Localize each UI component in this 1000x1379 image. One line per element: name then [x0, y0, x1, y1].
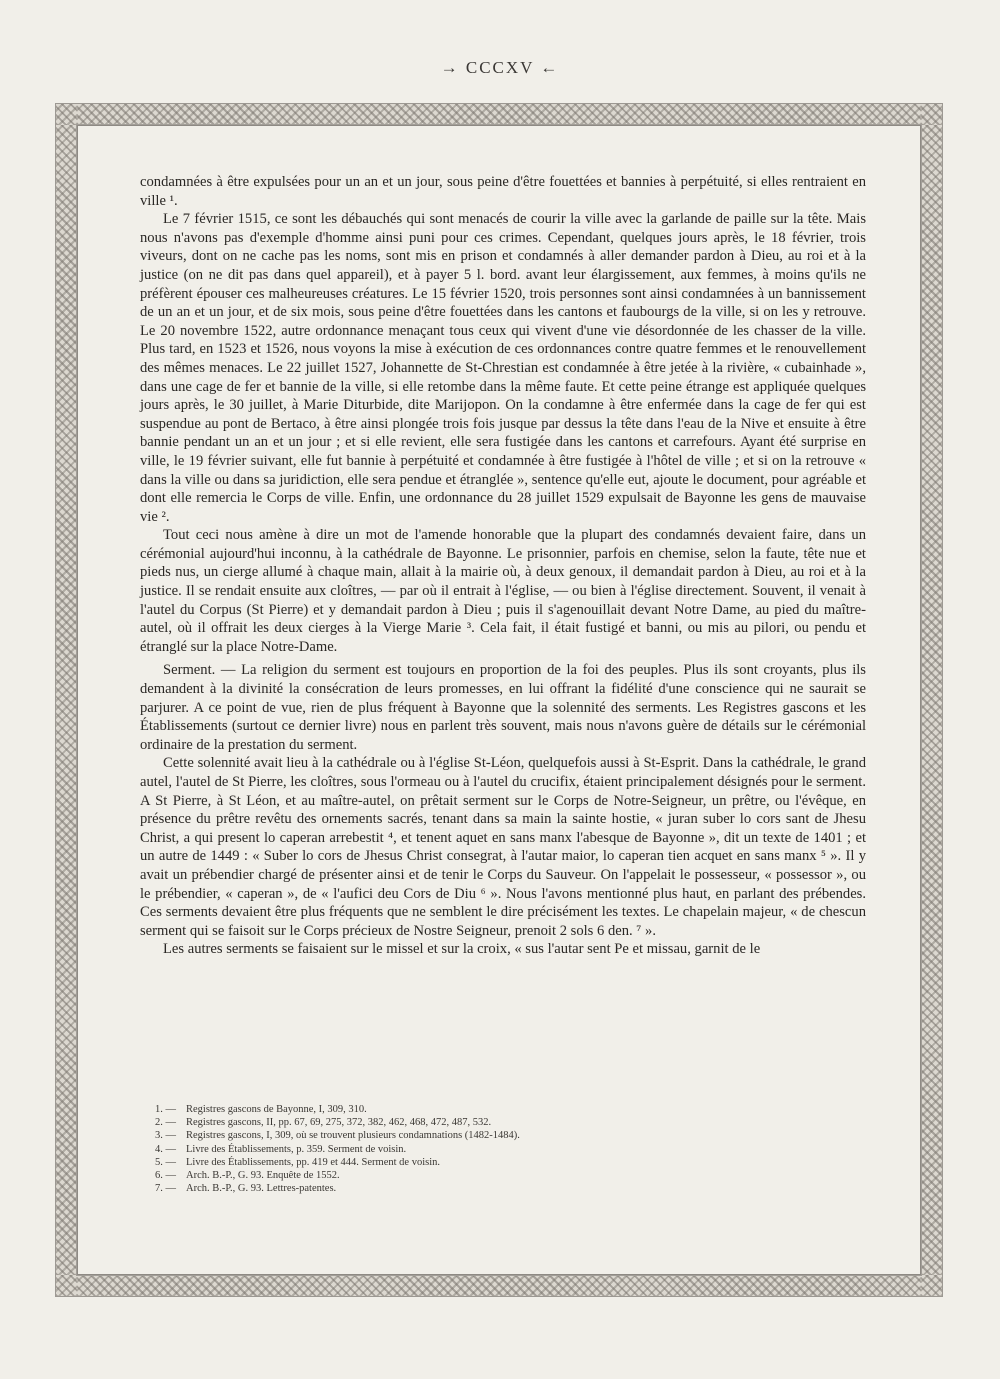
- footnote-number: 6. —: [155, 1170, 176, 1182]
- paragraph: Les autres serments se faisaient sur le missel et sur la croix, « sus l'autar sent Pe et missau, garnit de le: [163, 941, 761, 958]
- footnote-number: 1. —: [155, 1104, 176, 1115]
- footnote-text: Livre des Établissements, pp. 419 et 444. Serment de voisin.: [186, 1156, 440, 1168]
- paragraph: Le 7 février 1515, ce sont les débauchés qui sont menacés de courir la ville avec la garlande de paille sur la tête. Mais nous n'avons pas d'exemple d'homme ainsi puni pour ces crimes. Cependant, quelques jours après, le 18 février, trois viveurs, dont on ne cache pas les noms, sont mis en prison et condamnés à aller demander pardon à Dieu, au roi et à la justice (on ne dit pas dans quel appareil), et à payer 5 l. bord. avant leur élargissement, aux femmes, à moins qu'ils ne préfèrent épouser ces malheureuses créatures. Le 15 février 1520, trois personnes sont ainsi condamnées à un bannissement de un an et un jour, et de six mois, sous peine d'être fouettées dans les cantons et faubourgs de la ville, si on les y retrouve. Le 20 novembre 1522, autre ordonnance menaçant tous ceux qui vivent d'une vie désordonnée de les chasser de la ville. Plus tard, en 1523 et 1526, nous voyons la mise à exécution de ces ordonnances contre quatre femmes et le renouvellement des mêmes menaces. Le 22 juillet 1527, Johannette de St-Chrestian est condamnée à être jetée à la rivière, « cubainhade », dans une cage de fer et bannie de la ville, si elle retombe dans la même faute. Et cette peine étrange est appliquée quelques jours après, le 30 juillet, à Marie Diturbide, dite Marijopon. On la condamne à être enfermée dans la cage de fer qui est suspendue au pont de Bertaco, à être ainsi plongée trois fois jusque par dessus la tête dans l'eau de la Nive et ensuite à être bannie pendant un an et un jour ; et si elle revient, elle sera fustigée dans les cantons et carrefours. Ayant été surprise en ville, le 19 février suivant, elle fut bannie à perpétuité et condamnée à être fustigée à l'hôtel de ville ; et si on la retrouve « dans la ville ou dans sa juridiction, elle sera pendue et étranglée », sentence qu'elle eut, ajoute le document, pour agréable et dont elle remercia le Corps de ville. Enfin, une ordonnance du 28 juillet 1529 expulsait de Bayonne les gens de mauvaise vie ².: [140, 211, 866, 525]
- footnote: [155, 1143, 775, 1156]
- footnote-text: Registres gascons, II, pp. 67, 69, 275, 372, 382, 462, 468, 472, 487, 532.: [186, 1117, 492, 1129]
- footnote: [155, 1129, 775, 1142]
- footnote: [155, 1156, 775, 1169]
- footnote: [155, 1169, 775, 1182]
- footnotes: [155, 1103, 775, 1195]
- footnote-number: 5. —: [155, 1156, 176, 1168]
- body-text: [140, 173, 866, 959]
- footnote-text: Arch. B.-P., G. 93. Enquête de 1552.: [186, 1170, 340, 1182]
- footnote: [155, 1116, 775, 1129]
- footnote-number: 4. —: [155, 1143, 176, 1155]
- footnote: [155, 1182, 775, 1195]
- footnote-number: 2. —: [155, 1117, 176, 1129]
- footnote-number: 3. —: [155, 1130, 176, 1142]
- paragraph-serment: Serment. — La religion du serment est toujours en proportion de la foi des peuples. Plus ils sont croyants, plus ils demandent à la divinité la consécration de leurs promesses, en lui offrant la fidélité d'une conscience qui ne saurait se parjurer. A ce point de vue, rien de plus fréquent à Bayonne que la solennité des serments. Les Registres gascons et les Établissements (surtout ce dernier livre) nous en parlent très souvent, mais nous n'avons guère de détails sur le cérémonial ordinaire de la prestation du serment.: [140, 662, 866, 753]
- page-header: → CCCXV ←: [440, 58, 560, 77]
- footnote: [155, 1103, 775, 1116]
- footnote-number: 7. —: [155, 1183, 176, 1195]
- footnote-text: Arch. B.-P., G. 93. Lettres-patentes.: [186, 1183, 337, 1195]
- footnote-text: Registres gascons, I, 309, où se trouvent plusieurs condamnations (1482-1484).: [186, 1130, 520, 1142]
- paragraph: Tout ceci nous amène à dire un mot de l'amende honorable que la plupart des condamnés devaient faire, dans un cérémonial aujourd'hui inconnu, à la cathédrale de Bayonne. Le prisonnier, parfois en chemise, selon la faute, tête nue et pieds nus, un cierge allumé à chaque main, allait à la mairie où, à deux genoux, il demandait pardon à Dieu, au roi et à la justice. Il se rendait ensuite aux cloîtres, — par où il entrait à l'église, — ou bien à l'église directement. Souvent, il venait à l'autel du Corpus (St Pierre) et y demandait pardon à Dieu ; puis il s'agenouillait devant Notre Dame, au pied du maître-autel, où il offrait les deux cierges à la Vierge Marie ³. Cela fait, il était fustigé et banni, ou mis au pilori, ou pendu et étranglé sur la place Notre-Dame.: [140, 527, 866, 655]
- paragraph: Cette solennité avait lieu à la cathédrale ou à l'église St-Léon, quelquefois aussi à St-Esprit. Dans la cathédrale, le grand autel, l'autel de St Pierre, les cloîtres, sous l'ormeau ou à l'autel du crucifix, étaient principalement désignés pour le serment. A St Pierre, à St Léon, et au maître-autel, on prêtait serment sur le Corps de Notre-Seigneur, un prêtre, ou l'évêque, en présence du prêtre revêtu des ornements sacrés, tenant dans sa main la sainte hostie, « juran suber lo cors sant de Jhesu Christ, a qui present lo caperan arrebestit ⁴, et tenent aquet en sans manx l'abesque de Bayonne », dit un texte de 1401 ; et un autre de 1449 : « Suber lo cors de Jhesus Christ consegrat, à l'autar maior, lo caperan tien acquet en sans manx ⁵ ». Il y avait un prébendier chargé de présenter ainsi et de tenir le Corps du Sauveur. On l'appelait le possesseur, « possessor », ou le prébendier, « caperan », de « l'aufici deu Cors de Diu ⁶ ». Nous l'avons mentionné plus haut, en parlant des prébendes. Ces serments devaient être plus fréquents que ne semblent le dire précisément les textes. Le chapelain majeur, « de chescun serment qui se faisoit sur le Corps précieux de Nostre Seigneur, prenoit 2 sols 6 den. ⁷ ».: [140, 755, 866, 939]
- footnote-text: Livre des Établissements, p. 359. Serment de voisin.: [186, 1143, 407, 1155]
- paragraph: condamnées à être expulsées pour un an et un jour, sous peine d'être fouettées et bannies à perpétuité, si elles rentraient en ville ¹.: [140, 174, 866, 209]
- footnote-text: Registres gascons de Bayonne, I, 309, 310.: [186, 1104, 367, 1115]
